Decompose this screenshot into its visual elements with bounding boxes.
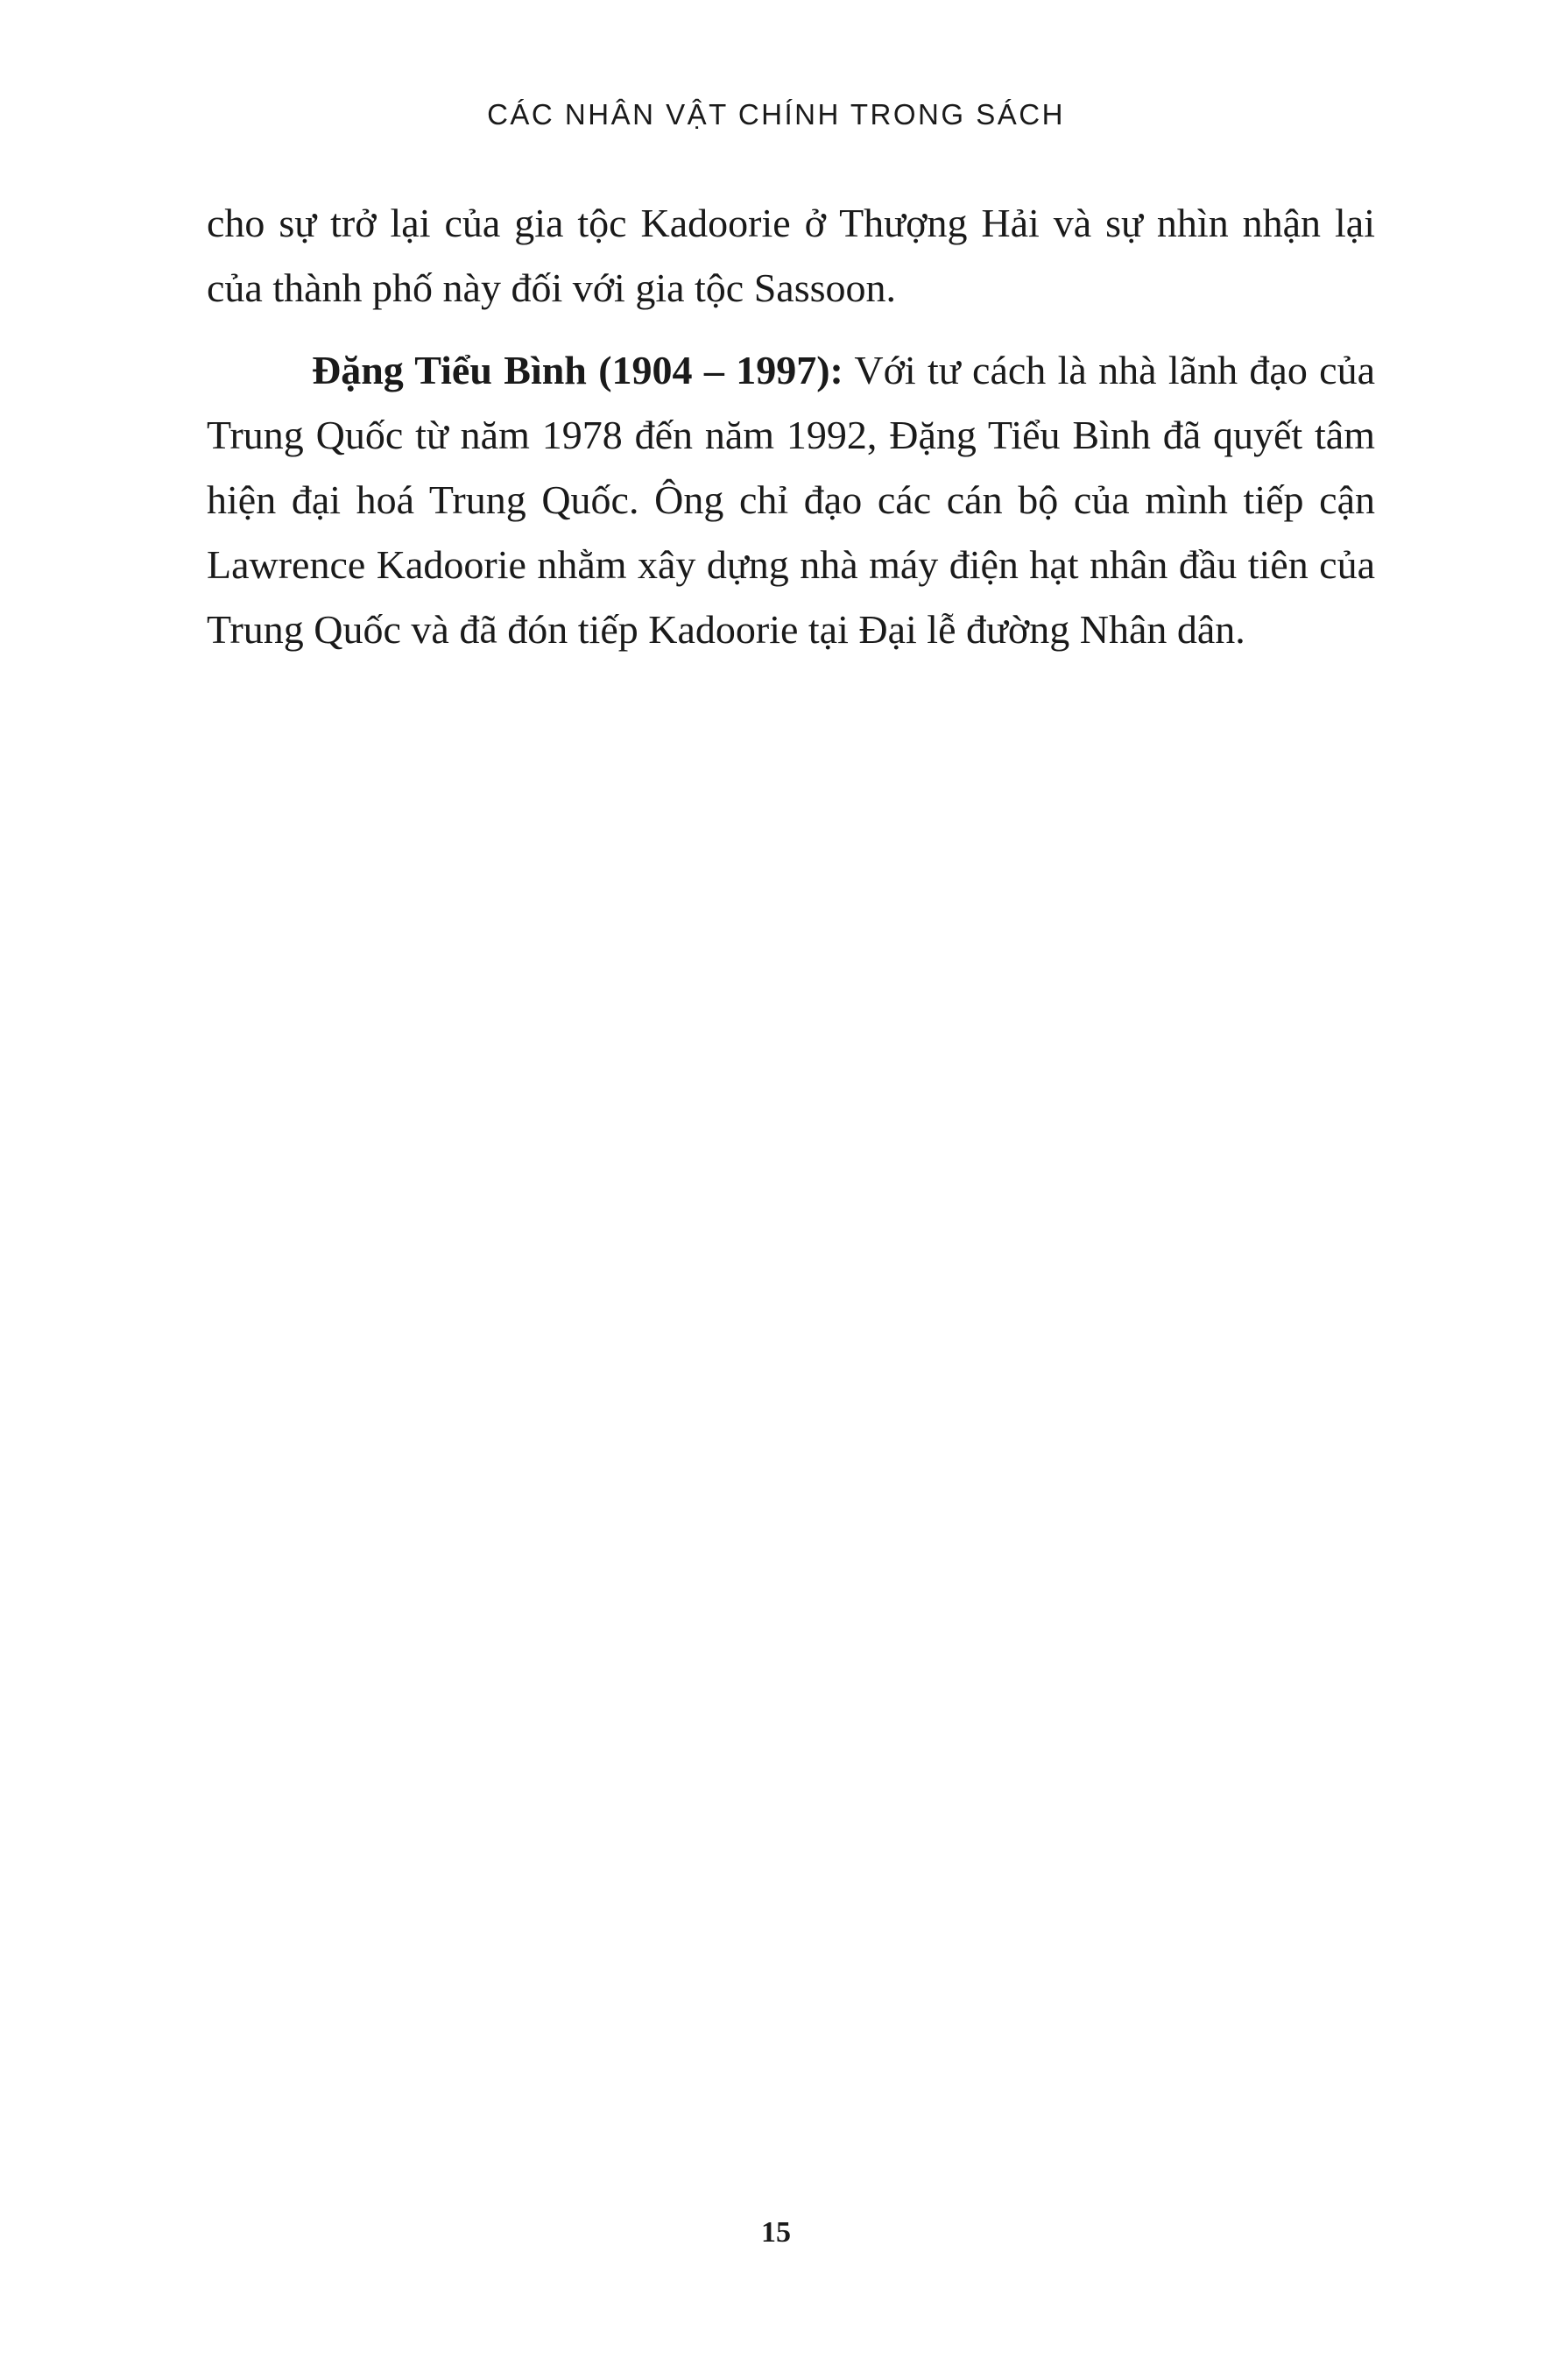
body-text (207, 191, 1375, 662)
entry-description: Với tư cách là nhà lãnh đạo của Trung Quốc từ năm 1978 đến năm 1992, Đặng Tiểu Bình đã quyết tâm hiện đại hoá Trung Quốc. Ông chỉ đạo các cán bộ của mình tiếp cận Lawrence Kadoorie nhằm xây dựng nhà máy điện hạt nhân đầu tiên của Trung Quốc và đã đón tiếp Kadoorie tại Đại lễ đường Nhân dân. (207, 348, 1375, 652)
paragraph-continuation: cho sự trở lại của gia tộc Kadoorie ở Thượng Hải và sự nhìn nhận lại của thành phố này đối với gia tộc Sassoon. (207, 201, 1375, 310)
paragraph-deng-xiaoping (207, 338, 1375, 662)
page-number: 15 (761, 2216, 791, 2249)
running-header: CÁC NHÂN VẬT CHÍNH TRONG SÁCH (487, 98, 1065, 131)
entry-term: Đặng Tiểu Bình (1904 – 1997): (312, 348, 843, 392)
